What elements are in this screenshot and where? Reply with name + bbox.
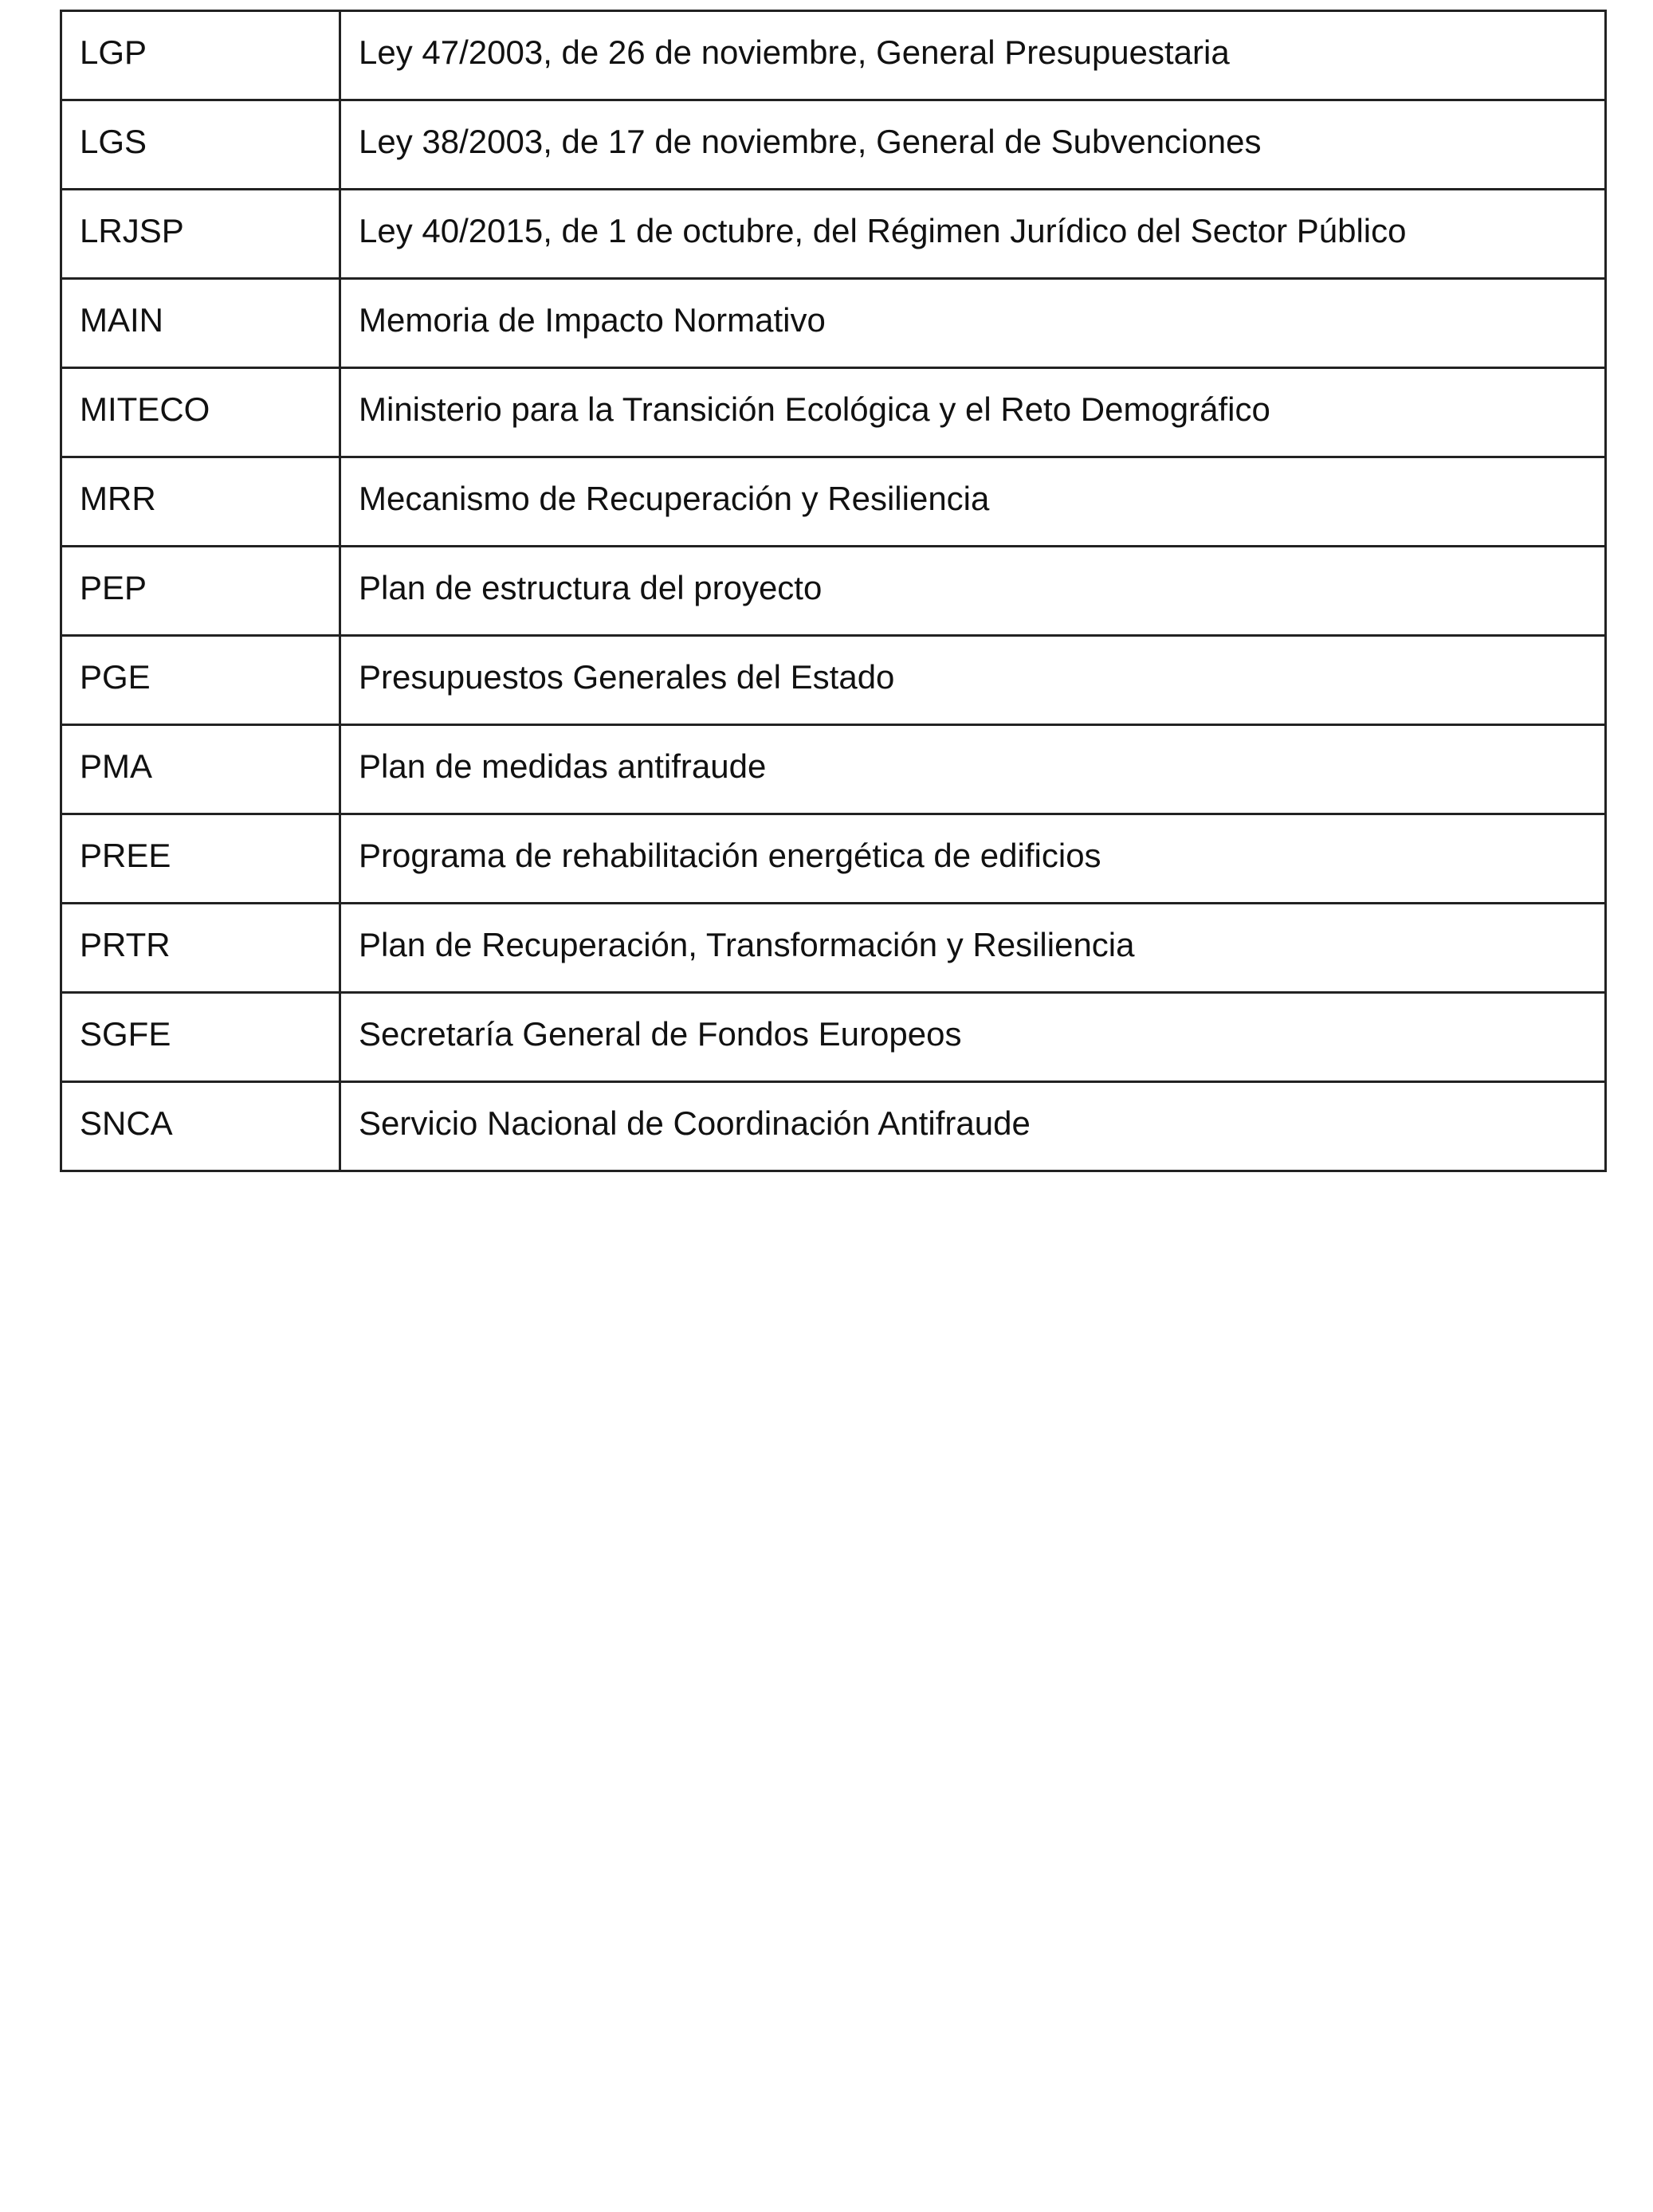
table-row (61, 725, 1606, 814)
meaning-cell: Secretaría General de Fondos Europeos (340, 993, 1606, 1082)
meaning-cell: Ministerio para la Transición Ecológica y el Reto Demográfico (340, 368, 1606, 457)
abbreviation-cell: SGFE (61, 993, 340, 1082)
abbreviation-cell: MAIN (61, 279, 340, 368)
table-row (61, 636, 1606, 725)
table-row (61, 993, 1606, 1082)
abbreviation-cell: LGP (61, 11, 340, 100)
meaning-cell: Memoria de Impacto Normativo (340, 279, 1606, 368)
abbreviation-cell: SNCA (61, 1082, 340, 1171)
table-row (61, 100, 1606, 190)
abbreviation-cell: PEP (61, 547, 340, 636)
meaning-cell: Ley 38/2003, de 17 de noviembre, General de Subvenciones (340, 100, 1606, 190)
abbreviations-table (60, 10, 1607, 1172)
meaning-cell: Ley 47/2003, de 26 de noviembre, General Presupuestaria (340, 11, 1606, 100)
meaning-cell: Plan de medidas antifraude (340, 725, 1606, 814)
abbreviation-cell: MITECO (61, 368, 340, 457)
abbreviation-cell: LRJSP (61, 190, 340, 279)
table-row (61, 190, 1606, 279)
meaning-cell: Programa de rehabilitación energética de edificios (340, 814, 1606, 904)
abbreviation-cell: MRR (61, 457, 340, 547)
meaning-cell: Ley 40/2015, de 1 de octubre, del Régimen Jurídico del Sector Público (340, 190, 1606, 279)
table-row (61, 457, 1606, 547)
abbreviation-cell: PREE (61, 814, 340, 904)
abbreviation-cell: LGS (61, 100, 340, 190)
table-row (61, 814, 1606, 904)
meaning-cell: Plan de Recuperación, Transformación y Resiliencia (340, 904, 1606, 993)
meaning-cell: Plan de estructura del proyecto (340, 547, 1606, 636)
abbreviation-cell: PRTR (61, 904, 340, 993)
table-row (61, 547, 1606, 636)
table-row (61, 11, 1606, 100)
abbreviation-cell: PMA (61, 725, 340, 814)
table-row (61, 368, 1606, 457)
table-row (61, 904, 1606, 993)
meaning-cell: Mecanismo de Recuperación y Resiliencia (340, 457, 1606, 547)
table-row (61, 279, 1606, 368)
abbreviations-table-body (61, 11, 1606, 1171)
meaning-cell: Presupuestos Generales del Estado (340, 636, 1606, 725)
abbreviation-cell: PGE (61, 636, 340, 725)
meaning-cell: Servicio Nacional de Coordinación Antifraude (340, 1082, 1606, 1171)
table-row (61, 1082, 1606, 1171)
